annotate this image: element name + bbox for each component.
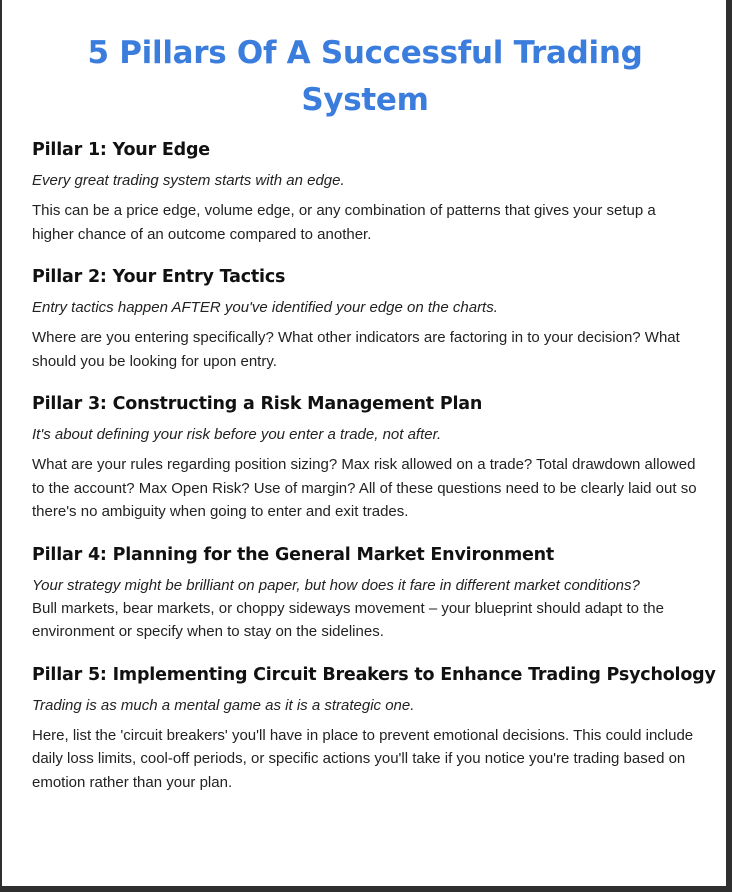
pillar-body: Here, list the 'circuit breakers' you'll have in place to prevent emotional decisions. This could include daily loss limits, cool-off periods, or specific actions you'll take if you notice you're trading based on emotion rather than your plan. (32, 726, 694, 791)
pillar-1 (32, 136, 726, 246)
pillar-5 (32, 661, 726, 795)
page-title: 5 Pillars Of A Successful Trading System (87, 35, 643, 118)
pillar-heading: Pillar 5: Implementing Circuit Breakers to Enhance Trading Psychology (32, 664, 716, 685)
pillar-intro: Every great trading system starts with an edge. (32, 172, 345, 189)
pillar-2 (32, 263, 726, 373)
pillar-3 (32, 390, 726, 524)
pillar-intro: It's about defining your risk before you enter a trade, not after. (32, 426, 442, 443)
pillar-intro: Trading is as much a mental game as it is a strategic one. (32, 696, 415, 714)
pillar-body: This can be a price edge, volume edge, or any combination of patterns that gives your setup a higher chance of an outcome compared to another. (32, 202, 656, 243)
pillar-body: Where are you entering specifically? What other indicators are factoring in to your decision? What should you be looking for upon entry. (32, 329, 680, 370)
pillar-body: Bull markets, bear markets, or choppy sideways movement – your blueprint should adapt to the environment or specify when to stay on the sidelines. (32, 599, 664, 640)
pillar-body: What are your rules regarding position sizing? Max risk allowed on a trade? Total drawdown allowed to the account? Max Open Risk? Use of margin? All of these questions need to be clearly laid out so there's no ambiguity when going to enter and exit trades. (32, 456, 697, 520)
document-page (2, 0, 726, 886)
pillar-heading: Pillar 4: Planning for the General Market Environment (32, 544, 555, 565)
pillar-intro: Your strategy might be brilliant on paper, but how does it fare in different market conditions? (32, 576, 640, 594)
pillar-heading: Pillar 2: Your Entry Tactics (32, 267, 286, 287)
pillar-intro: Entry tactics happen AFTER you've identified your edge on the charts. (32, 299, 498, 316)
pillar-heading: Pillar 1: Your Edge (32, 140, 210, 160)
pillar-4 (32, 541, 726, 644)
pillar-heading: Pillar 3: Constructing a Risk Management Plan (32, 394, 483, 414)
